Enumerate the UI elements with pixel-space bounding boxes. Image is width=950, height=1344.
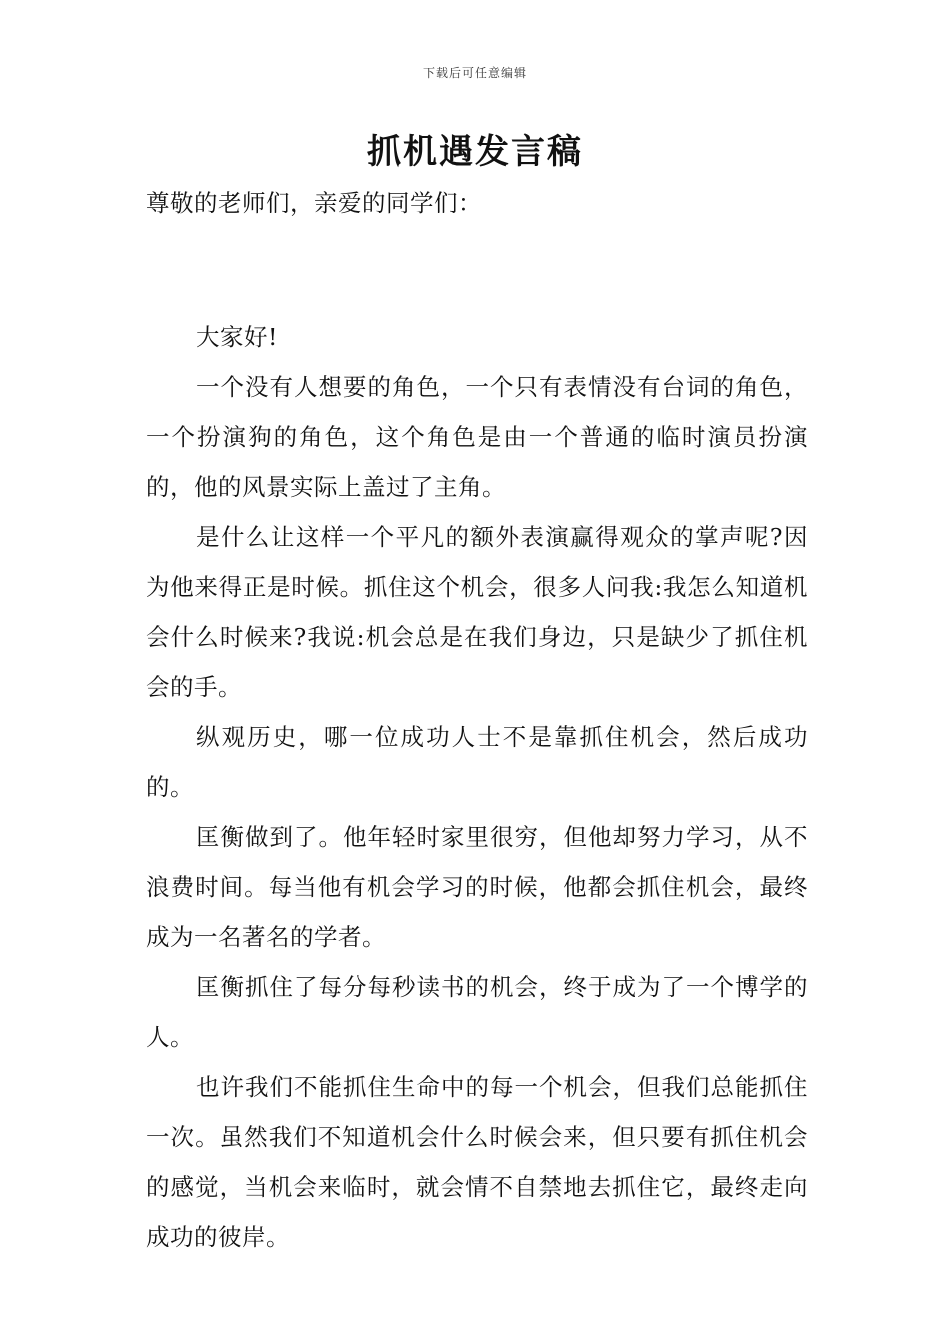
- salutation: 尊敬的老师们，亲爱的同学们：: [146, 189, 482, 217]
- paragraph: 匡衡抓住了每分每秒读书的机会，终于成为了一个博学的人。: [146, 973, 808, 1051]
- paragraph: 一个没有人想要的角色，一个只有表情没有台词的角色，一个扮演狗的角色，这个角色是由一个普通的临时演员扮演的，他的风景实际上盖过了主角。: [146, 373, 808, 501]
- header-note: 下载后可任意编辑: [422, 66, 527, 80]
- greeting: 大家好!: [196, 323, 278, 351]
- paragraph: 是什么让这样一个平凡的额外表演赢得观众的掌声呢?因为他来得正是时候。抓住这个机会，很多人问我:我怎么知道机会什么时候来?我说:机会总是在我们身边，只是缺少了抓住机会的手。: [146, 523, 808, 701]
- page-title: 抓机遇发言稿: [367, 132, 583, 172]
- paragraph: 纵观历史，哪一位成功人士不是靠抓住机会，然后成功的。: [146, 723, 808, 801]
- paragraph: 匡衡做到了。他年轻时家里很穷，但他却努力学习，从不浪费时间。每当他有机会学习的时候，他都会抓住机会，最终成为一名著名的学者。: [146, 823, 808, 951]
- speech-body: [146, 178, 808, 1262]
- paragraph: 也许我们不能抓住生命中的每一个机会，但我们总能抓住一次。虽然我们不知道机会什么时候会来，但只要有抓住机会的感觉，当机会来临时，就会情不自禁地去抓住它，最终走向成功的彼岸。: [146, 1073, 808, 1251]
